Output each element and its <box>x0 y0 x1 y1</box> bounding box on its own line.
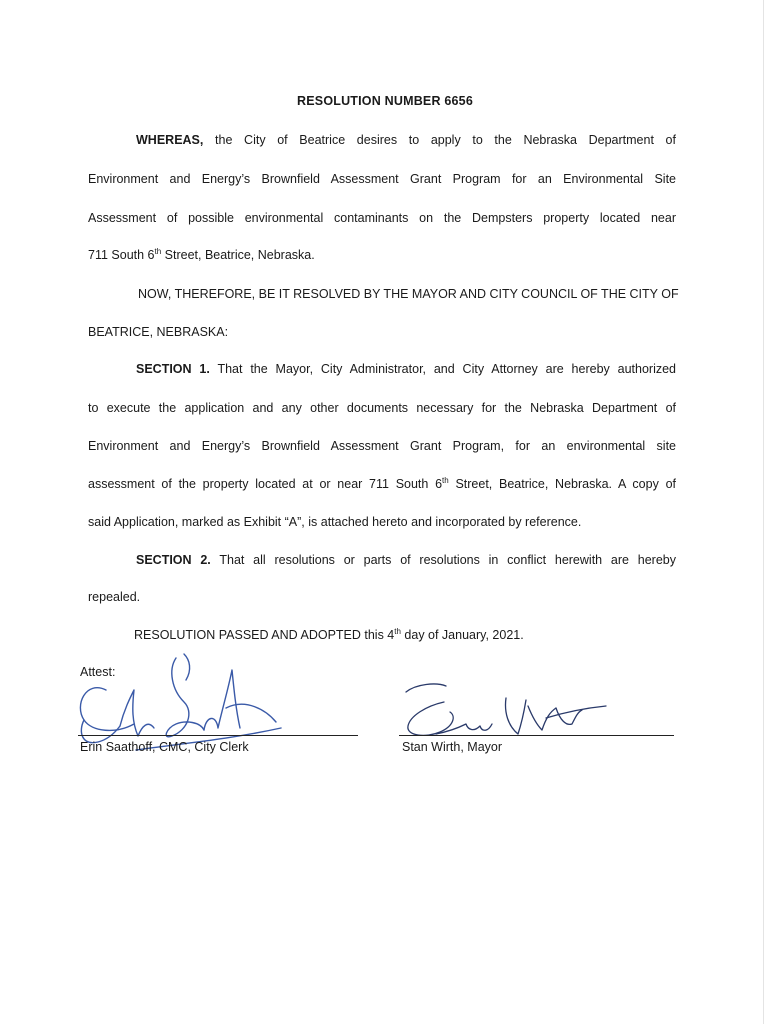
whereas-text-1: the City of Beatrice desires to apply to the Nebraska Department of <box>215 133 676 147</box>
page-edge <box>763 0 764 1024</box>
whereas-line-3: Assessment of possible environmental contaminants on the Dempsters property located near <box>88 211 676 225</box>
whereas-line-4-post: Street, Beatrice, Nebraska. <box>161 248 315 262</box>
mayor-signature-line <box>399 735 674 736</box>
whereas-line-2: Environment and Energy’s Brownfield Assessment Grant Program for an Environmental Site <box>88 172 676 186</box>
whereas-line-4-pre: 711 South 6 <box>88 248 155 262</box>
now-therefore-line-1: NOW, THEREFORE, BE IT RESOLVED BY THE MAYOR AND CITY COUNCIL OF THE CITY OF <box>138 287 679 301</box>
section2-line-1 <box>136 552 676 568</box>
whereas-line-1 <box>136 132 676 148</box>
ordinal-suffix: th <box>154 246 162 256</box>
section1-text-1: That the Mayor, City Administrator, and City Attorney are hereby authorized <box>217 362 676 376</box>
passed-post: day of January, 2021. <box>400 628 524 642</box>
section2-line-2: repealed. <box>88 590 141 604</box>
section1-line-2: to execute the application and any other documents necessary for the Nebraska Department of <box>88 401 676 415</box>
section1-line-1 <box>136 361 676 377</box>
section1-line-3: Environment and Energy’s Brownfield Assessment Grant Program, for an environmental site <box>88 439 676 453</box>
section2-lead: SECTION 2. <box>136 553 211 567</box>
section1-lead: SECTION 1. <box>136 362 210 376</box>
section2-text-1: That all resolutions or parts of resolutions in conflict herewith are hereby <box>219 553 676 567</box>
resolution-title: RESOLUTION NUMBER 6656 <box>297 94 473 108</box>
passed-pre: RESOLUTION PASSED AND ADOPTED this 4 <box>134 628 395 642</box>
now-therefore-line-2: BEATRICE, NEBRASKA: <box>88 325 229 339</box>
whereas-lead: WHEREAS, <box>136 133 204 147</box>
clerk-signature-line <box>78 735 358 736</box>
section1-line-4-pre: assessment of the property located at or near 711 South 6 <box>88 477 443 491</box>
mayor-name: Stan Wirth, Mayor <box>402 740 503 754</box>
section1-line-4-post: Street, Beatrice, Nebraska. A copy of <box>448 477 676 491</box>
whereas-line-4 <box>88 247 676 263</box>
clerk-name: Erin Saathoff, CMC, City Clerk <box>80 740 249 754</box>
passed-adopted-line <box>134 627 674 643</box>
section1-line-4 <box>88 476 676 492</box>
attest-label: Attest: <box>80 665 116 679</box>
ordinal-suffix: th <box>442 475 449 485</box>
section1-line-5: said Application, marked as Exhibit “A”, is attached hereto and incorporated by reference. <box>88 515 582 529</box>
ordinal-suffix: th <box>394 626 401 636</box>
